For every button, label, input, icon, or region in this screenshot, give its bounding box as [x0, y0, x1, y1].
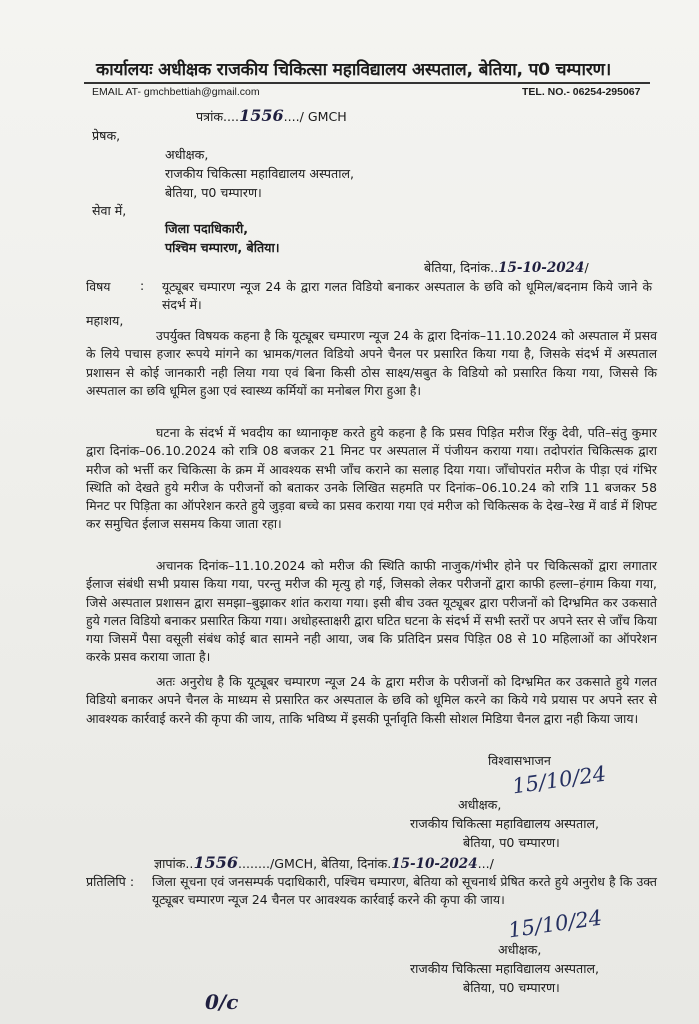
signature-1: 15/10/24: [510, 761, 608, 799]
closing2-line2: राजकीय चिकित्सा महाविद्यालय अस्पताल,: [410, 961, 600, 976]
sender-line1: अधीक्षक,: [165, 147, 209, 162]
memo-date: 15-10-2024: [391, 856, 478, 872]
letterhead-rule: [84, 82, 650, 84]
body-paragraph-3: अचानक दिनांक–11.10.2024 को मरीज की स्थिति काफी नाजुक/गंभीर होने पर चिकित्सकों द्वारा लगातार ईलाज संबंधी सभी प्रयास किया गया, परन्तु मरीज की मृत्यु हो गई, जिसको लेकर परीजनों द्वारा काफी हल्ला–हंगाम किया गया, जिसे अस्पताल प्रशासन द्वारा समझा–बुझाकर शांत कराया गया। इसी बीच उक्त यूट्यूबर द्वारा परीजनों को दिग्भ्रमित कर उकसाते हुये गलत विडियो बनाकर प्रसारित किया गया। अधोहस्ताक्षरी द्वारा घटित घटना के संदर्भ में सभी स्तरों पर अपने स्तर से जाँच किया गया जिसमें पैसा वसूली संबंध कोई बात सामने नही आया, जब कि प्रतिदिन प्रसव पिड़ित 08 से 10 महिलाओं का ऑपरेशन करके प्रसव कराया जाता है।: [86, 558, 657, 665]
letterhead-email: EMAIL AT- gmchbettiah@gmail.com: [92, 86, 260, 98]
sender-line3: बेतिया, प0 चम्पारण।: [165, 185, 262, 200]
body-paragraph-4: अतः अनुरोध है कि यूट्यूबर चम्पारण न्यूज 24 के द्वारा मरीज के परीजनों को दिग्भ्रमित कर उकसाते हुये गलत विडियो बनाकर अपने चैनल के माध्यम से प्रसारित कर अस्पताल के छवि को धूमिल करने का किये गये प्रयास पर अपने स्तर से आवश्यक कार्रवाई करने की कृपा की जाय, ताकि भविष्य में इसकी पूर्नावृति किसी सोशल मिडिया चैनल द्वारा नही किया जाय।: [86, 674, 657, 726]
closing2-line3: बेतिया, प0 चम्पारण।: [463, 980, 560, 995]
date-label: बेतिया, दिनांक: [424, 260, 491, 275]
document-page: कार्यालयः अधीक्षक राजकीय चिकित्सा महाविद्यालय अस्पताल, बेतिया, प0 चम्पारण। EMAIL AT- gmchbettiah@gmail.com TEL. NO.- 06254-295067 पत्रांक....1556..../ GMCH प्रेषक, अधीक्षक, राजकीय चिकित्सा महाविद्यालय अस्पताल, बेतिया, प0 चम्पारण। सेवा में, जिला पदाधिकारी, पश्चिम चम्पारण, बेतिया। बेतिया, दिनांक..15-10-2024/ विषय : यूट्यूबर चम्पारण न्यूज 24 के द्वारा गलत विडियो बनाकर अस्पताल के छवि को धूमिल/बदनाम किये जाने के संदर्भ में। महाशय, उपर्युक्त विषयक कहना है कि यूट्यूबर चम्पारण न्यूज 24 के द्वारा दिनांक–11.10.2024 को अस्पताल में प्रसव के लिये पचास हजार रूपये मांगने का भ्रामक/गलत विडियो अपने चैनल पर प्रसारित किया गया है, जिसके संदर्भ में अस्पताल प्रशासन से कोई जानकारी नही लिया गया एवं बिना किसी ठोस साक्ष्य/सबुत के विडियो को प्रसारित किया गया, जिससे कि अस्पताल का छवि धूमिल हुआ एवं स्वास्थ्य कर्मियों का मनोबल गिरा हुआ है। घटना के संदर्भ में भवदीय का ध्यानाकृष्ट करते हुये कहना है कि प्रसव पिड़ित मरीज रिंकु देवी, पति–संतु कुमार द्वारा दिनांक–06.10.2024 को रात्रि 08 बजकर 21 मिनट पर अस्पताल में पंजीयन कराया गया। तदोपरांत चिकित्सक द्वारा मरीज को भर्त्ती कर चिकित्सा के क्रम में आवश्यक सभी जाँच कराने का सलाह दिया गया। जाँचोपरांत मरीज के पीड़ा एवं गंभिर स्थिति को देखते हुये मरीज के परीजनों को बताकर उनके लिखित सहमति पर दिनांक–06.10.24 को रात्रि 11 बजकर 58 मिनट पर पिड़िता का ऑपरेशन करते हुये जुड़वा बच्चे का प्रसव कराया गया एवं मरीज को चिकित्सक के देख–रेख में वार्ड में शिफ्ट कर समुचित ईलाज ससमय किया जाता रहा। अचानक दिनांक–11.10.2024 को मरीज की स्थिति काफी नाजुक/गंभीर होने पर चिकित्सकों द्वारा लगातार ईलाज संबंधी सभी प्रयास किया गया, परन्तु मरीज की मृत्यु हो गई, जिसको लेकर परीजनों द्वारा काफी हल्ला–हंगाम किया गया, जिसे अस्पताल प्रशासन द्वारा समझा–बुझाकर शांत कराया गया। इसी बीच उक्त यूट्यूबर द्वारा परीजनों को दिग्भ्रमित कर उकसाते हुये गलत विडियो बनाकर प्रसारित किया गया। अधोहस्ताक्षरी द्वारा घटित घटना के संदर्भ में सभी स्तरों पर अपने स्तर से जाँच किया गया जिसमें पैसा वसूली संबंध कोई बात सामने नही आया, जब कि प्रतिदिन प्रसव पिड़ित 08 से 10 महिलाओं का ऑपरेशन करके प्रसव कराया जाता है। अतः अनुरोध है कि यूट्यूबर चम्पारण न्यूज 24 के द्वारा मरीज के परीजनों को दिग्भ्रमित कर उकसाते हुये गलत विडियो बनाकर अपने चैनल के माध्यम से प्रसारित कर अस्पताल के छवि को धूमिल करने का किये गये प्रयास पर अपने स्तर से आवश्यक कार्रवाई करने की कृपा की जाय, ताकि भविष्य में इसकी पूर्नावृति किसी सोशल मिडिया चैनल द्वारा नही किया जाय। विश्वासभाजन 15/10/24 अधीक्षक, राजकीय चिकित्सा महाविद्यालय अस्पताल, बेतिया, प0 चम्पारण। ज्ञापांक..1556......../GMCH, बेतिया, दिनांक.15-10-2024.../ प्रतिलिपि : जिला सूचना एवं जनसम्पर्क पदाधिकारी, पश्चिम चम्पारण, बेतिया को सूचनार्थ प्रेषित करते हुये अनुरोध है कि उक्त यूट्यूबर चम्पारण न्यूज 24 चैनल पर आवश्यक कार्रवाई करने की कृपा की जाय। 15/10/24 अधीक्षक, राजकीय चिकित्सा महाविद्यालय अस्पताल, बेतिया, प0 चम्पारण। 0/c: [0, 0, 699, 1024]
memo-line: ज्ञापांक..1556......../GMCH, बेतिया, दिनांक.15-10-2024.../: [154, 853, 494, 872]
reference-number: 1556: [239, 106, 284, 125]
date-line: बेतिया, दिनांक..15-10-2024/: [424, 260, 589, 276]
closing2-line1: अधीक्षक,: [498, 942, 542, 957]
reference-line: पत्रांक....1556..../ GMCH: [196, 106, 347, 125]
memo-mid: /GMCH, बेतिया, दिनांक: [270, 856, 388, 871]
footer-mark: 0/c: [205, 990, 239, 1014]
closing-faithfully: विश्वासभाजन: [488, 753, 551, 768]
body-paragraph-1: उपर्युक्त विषयक कहना है कि यूट्यूबर चम्पारण न्यूज 24 के द्वारा दिनांक–11.10.2024 को अस्पताल में प्रसव के लिये पचास हजार रूपये मांगने का भ्रामक/गलत विडियो अपने चैनल पर प्रसारित किया गया है, जिसके संदर्भ में अस्पताल प्रशासन से कोई जानकारी नही लिया गया एवं बिना किसी ठोस साक्ष्य/सबुत के विडियो को प्रसारित किया गया, जिससे कि अस्पताल का छवि धूमिल हुआ एवं स्वास्थ्य कर्मियों का मनोबल गिरा हुआ है।: [86, 328, 657, 398]
recipient-line2: पश्चिम चम्पारण, बेतिया।: [165, 240, 280, 255]
sender-label: प्रेषक,: [92, 128, 121, 143]
subject-text: यूट्यूबर चम्पारण न्यूज 24 के द्वारा गलत विडियो बनाकर अस्पताल के छवि को धूमिल/बदनाम किये जाने के संदर्भ में।: [162, 279, 652, 313]
copy-text: जिला सूचना एवं जनसम्पर्क पदाधिकारी, पश्चिम चम्पारण, बेतिया को सूचनार्थ प्रेषित करते हुये अनुरोध है कि उक्त यूट्यूबर चम्पारण न्यूज 24 चैनल पर आवश्यक कार्रवाई करने की कृपा की जाय।: [152, 874, 657, 908]
sender-line2: राजकीय चिकित्सा महाविद्यालय अस्पताल,: [165, 166, 355, 181]
closing-line2: राजकीय चिकित्सा महाविद्यालय अस्पताल,: [410, 816, 600, 831]
memo-number: 1556: [193, 853, 238, 872]
date-value: 15-10-2024: [498, 260, 585, 276]
closing-line3: बेतिया, प0 चम्पारण।: [463, 835, 560, 850]
recipient-line1: जिला पदाधिकारी,: [165, 221, 249, 236]
body-paragraph-2: घटना के संदर्भ में भवदीय का ध्यानाकृष्ट करते हुये कहना है कि प्रसव पिड़ित मरीज रिंकु देवी, पति–संतु कुमार द्वारा दिनांक–06.10.2024 को रात्रि 08 बजकर 21 मिनट पर अस्पताल में पंजीयन कराया गया। तदोपरांत चिकित्सक द्वारा मरीज को भर्त्ती कर चिकित्सा के क्रम में आवश्यक सभी जाँच कराने का सलाह दिया गया। जाँचोपरांत मरीज के पीड़ा एवं गंभिर स्थिति को देखते हुये मरीज के परीजनों को बताकर उनके लिखित सहमति पर दिनांक–06.10.24 को रात्रि 11 बजकर 58 मिनट पर पिड़िता का ऑपरेशन करते हुये जुड़वा बच्चे का प्रसव कराया गया एवं मरीज को चिकित्सक के देख–रेख में वार्ड में शिफ्ट कर समुचित ईलाज ससमय किया जाता रहा।: [86, 425, 657, 532]
copy-label: प्रतिलिपि :: [86, 874, 135, 889]
reference-label: पत्रांक: [196, 109, 224, 124]
recipient-label: सेवा में,: [92, 203, 127, 218]
salutation: महाशय,: [86, 313, 124, 328]
memo-label: ज्ञापांक: [154, 856, 186, 871]
signature-2: 15/10/24: [506, 905, 604, 943]
letterhead-tel: TEL. NO.- 06254-295067: [522, 86, 641, 98]
letterhead-title: कार्यालयः अधीक्षक राजकीय चिकित्सा महाविद्यालय अस्पताल, बेतिया, प0 चम्पारण।: [96, 60, 612, 80]
closing-line1: अधीक्षक,: [458, 797, 502, 812]
reference-suffix: / GMCH: [299, 109, 347, 124]
subject-label: विषय: [86, 279, 111, 294]
